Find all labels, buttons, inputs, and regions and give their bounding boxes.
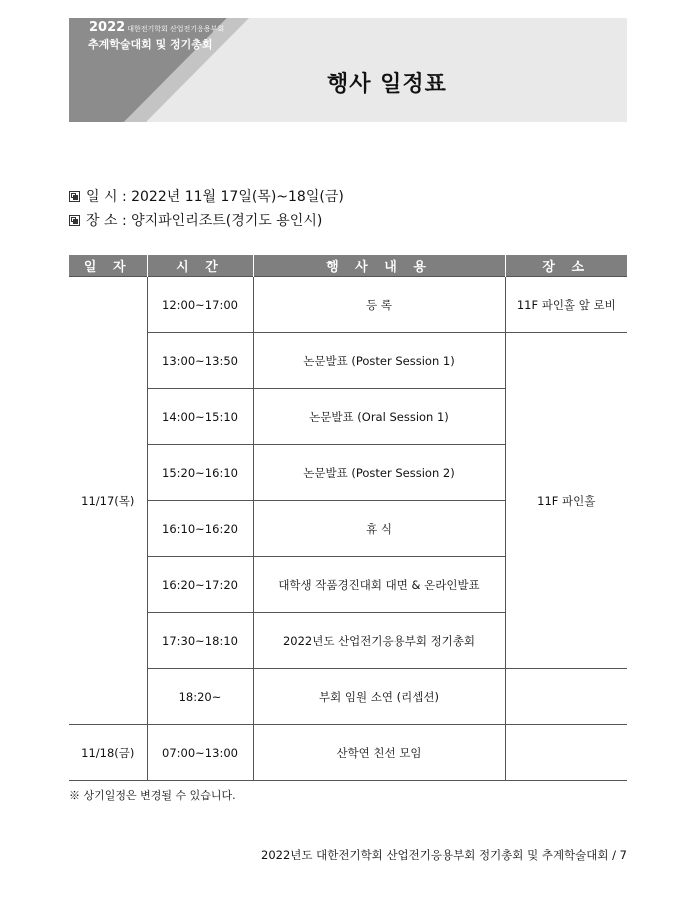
date-cell: 11/17(목) bbox=[69, 277, 147, 725]
content-cell: 등 록 bbox=[253, 277, 505, 333]
date-cell: 11/18(금) bbox=[69, 725, 147, 781]
table-row bbox=[69, 725, 627, 781]
page-title: 행사 일정표 bbox=[327, 72, 447, 97]
banner-org: 대한전기학회 산업전기응용부회 bbox=[127, 25, 225, 33]
banner-year: 2022 대한전기학회 산업전기응용부회 bbox=[89, 20, 225, 35]
time-cell: 18:20~ bbox=[147, 669, 253, 725]
place-cell bbox=[505, 669, 627, 725]
place-cell: 11F 파인홀 bbox=[505, 333, 627, 669]
content-cell: 2022년도 산업전기응용부회 정기총회 bbox=[253, 613, 505, 669]
content-cell: 산학연 친선 모임 bbox=[253, 725, 505, 781]
content-cell: 대학생 작품경진대회 대면 & 온라인발표 bbox=[253, 557, 505, 613]
time-cell: 16:20~17:20 bbox=[147, 557, 253, 613]
header-banner bbox=[69, 18, 627, 122]
content-cell: 부회 임원 소연 (리셉션) bbox=[253, 669, 505, 725]
page-footer: 2022년도 대한전기학회 산업전기응용부회 정기총회 및 추계학술대회 / 7 bbox=[261, 848, 627, 862]
place-cell: 11F 파인홀 앞 로비 bbox=[505, 277, 627, 333]
table-header-row bbox=[69, 255, 627, 277]
table-row bbox=[69, 333, 627, 389]
time-cell: 16:10~16:20 bbox=[147, 501, 253, 557]
header-date: 일 자 bbox=[69, 255, 147, 277]
time-cell: 17:30~18:10 bbox=[147, 613, 253, 669]
schedule-table bbox=[69, 255, 627, 781]
time-cell: 12:00~17:00 bbox=[147, 277, 253, 333]
table-row bbox=[69, 277, 627, 333]
header-time: 시 간 bbox=[147, 255, 253, 277]
checkbox-bullet-icon bbox=[69, 215, 80, 226]
info-place-text: 장 소 : 양지파인리조트(경기도 용인시) bbox=[86, 213, 323, 229]
header-place: 장 소 bbox=[505, 255, 627, 277]
info-place bbox=[69, 210, 322, 230]
table-row bbox=[69, 669, 627, 725]
info-date-text: 일 시 : 2022년 11월 17일(목)~18일(금) bbox=[86, 189, 344, 205]
header-content: 행 사 내 용 bbox=[253, 255, 505, 277]
content-cell: 논문발표 (Poster Session 1) bbox=[253, 333, 505, 389]
time-cell: 14:00~15:10 bbox=[147, 389, 253, 445]
checkbox-bullet-icon bbox=[69, 191, 80, 202]
time-cell: 07:00~13:00 bbox=[147, 725, 253, 781]
time-cell: 13:00~13:50 bbox=[147, 333, 253, 389]
schedule-note: ※ 상기일정은 변경될 수 있습니다. bbox=[69, 789, 236, 802]
content-cell: 논문발표 (Oral Session 1) bbox=[253, 389, 505, 445]
banner-event: 추계학술대회 및 정기총회 bbox=[88, 38, 213, 51]
place-cell bbox=[505, 725, 627, 781]
content-cell: 논문발표 (Poster Session 2) bbox=[253, 445, 505, 501]
time-cell: 15:20~16:10 bbox=[147, 445, 253, 501]
content-cell: 휴 식 bbox=[253, 501, 505, 557]
info-date bbox=[69, 186, 344, 206]
